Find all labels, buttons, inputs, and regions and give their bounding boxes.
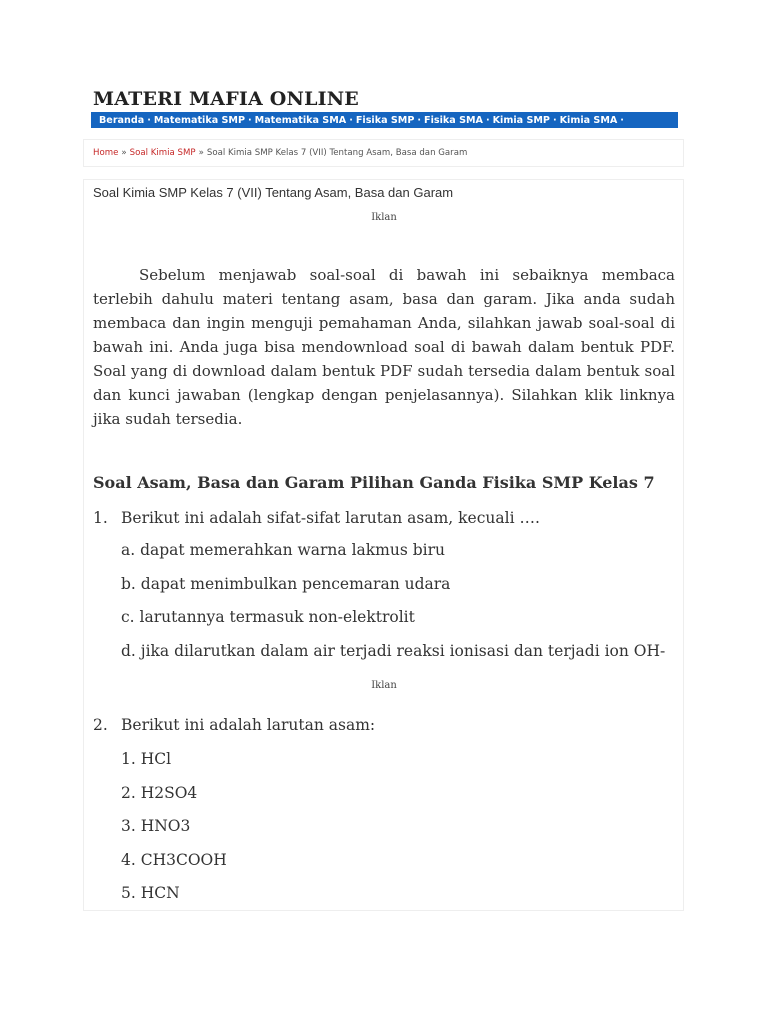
question-1 (93, 509, 540, 527)
post-title: Soal Kimia SMP Kelas 7 (VII) Tentang Asam, Basa dan Garam (93, 185, 454, 200)
question-2-item-4: 4. CH3COOH (121, 851, 227, 869)
nav-item-matematika-smp[interactable]: Matematika SMP (153, 114, 245, 126)
post-intro-text: Sebelum menjawab soal-soal di bawah ini sebaiknya membaca terlebih dahulu materi tentang asam, basa dan garam. Jika anda sudah membaca dan ingin menguji pemahaman Anda, silahkan jawab soal-soal di bawah ini. Anda juga bisa mendownload soal di bawah dalam bentuk PDF. Soal yang di download dalam bentuk PDF sudah tersedia dalam bentuk soal dan kunci jawaban (lengkap dengan penjelasannya). Silahkan klik linknya jika sudah tersedia. (93, 266, 675, 428)
nav-separator: · (147, 114, 151, 126)
question-number: 1. (93, 509, 108, 527)
ad-label: Iklan (371, 680, 397, 691)
question-2-item-2: 2. H2SO4 (121, 784, 198, 802)
nav-item-matematika-sma[interactable]: Matematika SMA (254, 114, 347, 126)
nav-separator: · (620, 114, 624, 126)
breadcrumb-category-link[interactable]: Soal Kimia SMP (129, 148, 196, 158)
breadcrumb-separator: » (121, 148, 127, 158)
breadcrumb (83, 139, 684, 167)
nav-separator: · (552, 114, 557, 126)
breadcrumb-home-link[interactable]: Home (93, 148, 119, 158)
ad-label: Iklan (371, 212, 397, 223)
breadcrumb-separator: » (198, 148, 204, 158)
question-1-option-a: a. dapat memerahkan warna lakmus biru (121, 541, 445, 559)
question-text: Berikut ini adalah sifat-sifat larutan asam, kecuali …. (121, 509, 540, 527)
question-number: 2. (93, 716, 108, 734)
question-2-item-5: 5. HCN (121, 884, 180, 902)
nav-item-beranda[interactable]: Beranda (99, 114, 145, 126)
question-2 (93, 716, 375, 734)
question-1-option-b: b. dapat menimbulkan pencemaran udara (121, 575, 451, 593)
question-text: Berikut ini adalah larutan asam: (121, 716, 376, 734)
nav-item-fisika-smp[interactable]: Fisika SMP (355, 114, 415, 126)
nav-item-kimia-sma[interactable]: Kimia SMA (559, 114, 618, 126)
question-2-item-1: 1. HCl (121, 750, 172, 768)
nav-separator: · (349, 114, 353, 126)
nav-separator: · (417, 114, 422, 126)
question-1-option-d: d. jika dilarutkan dalam air terjadi reaksi ionisasi dan terjadi ion OH- (121, 642, 666, 660)
question-1-option-c: c. larutannya termasuk non-elektrolit (121, 608, 415, 626)
site-title[interactable]: MATERI MAFIA ONLINE (93, 88, 359, 110)
nav-separator: · (485, 114, 490, 126)
nav-item-fisika-sma[interactable]: Fisika SMA (424, 114, 483, 126)
breadcrumb-current: Soal Kimia SMP Kelas 7 (VII) Tentang Asam, Basa dan Garam (206, 148, 468, 158)
nav-item-kimia-smp[interactable]: Kimia SMP (492, 114, 550, 126)
top-navigation-bar (91, 112, 678, 128)
nav-separator: · (248, 114, 252, 126)
post-intro-paragraph (93, 263, 675, 431)
question-2-item-3: 3. HNO3 (121, 817, 191, 835)
section-heading: Soal Asam, Basa dan Garam Pilihan Ganda Fisika SMP Kelas 7 (93, 473, 655, 492)
